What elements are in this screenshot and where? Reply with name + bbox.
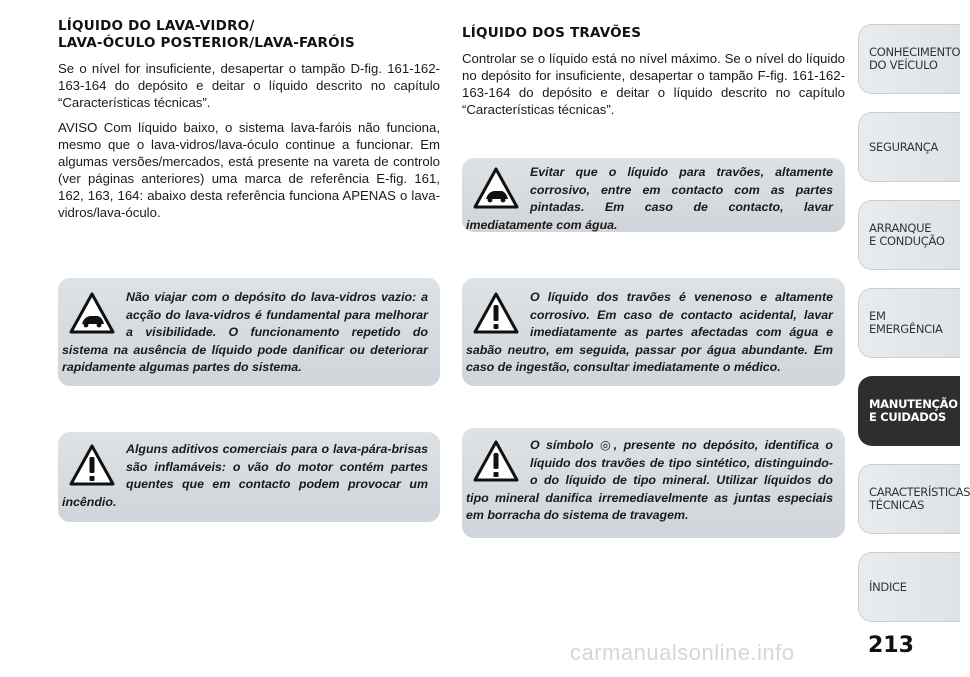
tab-label: EM EMERGÊNCIA	[869, 309, 943, 336]
tab-caracteristicas[interactable]	[858, 464, 970, 534]
watermark: carmanualsonline.info	[570, 640, 795, 665]
title-line-1: LÍQUIDO DO LAVA-VIDRO/	[58, 18, 255, 34]
warning-text-synthetic-fluid: O símbolo ◎, presente no depósito, identifica o líquido dos travões de tipo sintético, distinguindo-o do líquido de tipo mineral. Utilizar líquidos do tipo mineral danifica irremediavelmente as juntas especiais em borracha do sistema de travagem.	[466, 438, 833, 522]
tab-label: ÍNDICE	[869, 579, 907, 594]
warning-box-corrosive-paint	[462, 158, 845, 232]
tab-label: SEGURANÇA	[869, 139, 939, 154]
right-column	[462, 25, 845, 118]
warning-box-synthetic-fluid	[462, 428, 845, 538]
tab-conhecimento[interactable]	[858, 24, 960, 94]
brake-paragraph-1: Controlar se o líquido está no nível máximo. Se o nível do líquido no depósito for insuficiente, desapertar o tampão F-fig. 161-162-163-164 do depósito e deitar o líquido descrito no capítulo “Características técnicas”.	[462, 51, 845, 117]
tab-arranque[interactable]	[858, 200, 960, 270]
tab-emergencia[interactable]	[858, 288, 960, 358]
page-number: 213	[868, 633, 914, 658]
section-title-brake-fluid: LÍQUIDO DOS TRAVÕES	[462, 25, 642, 41]
tab-seguranca[interactable]	[858, 112, 960, 182]
warning-text-poison: O líquido dos travões é venenoso e altamente corrosivo. Em caso de contacto acidental, lavar imediatamente as partes afectadas com água e sabão neutro, em seguida, passar por água abundante. Em caso de ingestão, consultar imediatamente o médico.	[466, 290, 833, 374]
tab-label: ARRANQUE E CONDUÇÃO	[869, 221, 945, 248]
warning-box-flammable	[58, 432, 440, 522]
car-warning-icon	[68, 291, 116, 335]
warning-box-poison	[462, 278, 845, 386]
warning-text-flammable: Alguns aditivos comerciais para o lava-pára-brisas são inflamáveis: o vão do motor contém partes quentes que em contacto podem provocar um incêndio.	[62, 442, 428, 509]
tab-label: CONHECIMENTO DO VEÍCULO	[869, 45, 961, 72]
tab-label: MANUTENÇÃO E CUIDADOS	[869, 397, 958, 424]
section-title-washer-fluid	[58, 18, 440, 52]
title-line-2: LAVA-ÓCULO POSTERIOR/LAVA-FARÓIS	[58, 35, 355, 51]
warning-text-washer-empty: Não viajar com o depósito do lava-vidros vazio: a acção do lava-vidros é fundamental para melhorar a visibilidade. O funcionamento repetido do sistema na ausência de líquido pode danificar ou deteriorar rapidamente algumas partes do sistema.	[62, 290, 428, 374]
warning-box-washer-empty	[58, 278, 440, 386]
warning-triangle-icon	[68, 443, 116, 487]
warning-triangle-icon	[472, 439, 520, 483]
tab-label: CARACTERÍSTICAS TÉCNICAS	[869, 485, 970, 512]
washer-paragraph-1: Se o nível for insuficiente, desapertar o tampão D-fig. 161-162-163-164 do depósito e deitar o líquido descrito no capítulo “Características técnicas”.	[58, 61, 440, 110]
warning-triangle-icon	[472, 291, 520, 335]
warning-text-corrosive-paint: Evitar que o líquido para travões, altamente corrosivo, entre em contacto com as partes pintadas. Em caso de contacto, lavar imediatamente com água.	[466, 165, 833, 232]
tab-manutencao[interactable]	[858, 376, 960, 446]
car-warning-icon	[472, 166, 520, 210]
left-column	[58, 18, 440, 221]
tab-indice[interactable]	[858, 552, 960, 622]
washer-paragraph-2: AVISO Com líquido baixo, o sistema lava-faróis não funciona, mesmo que o lava-vidros/lava-óculo continue a funcionar. Em algumas versões/mercados, está presente na vareta de controlo (ver páginas anteriores) uma marca de referência E-fig. 161, 162, 163, 164: abaixo desta referência funciona APENAS o lava-vidros/lava-óculo.	[58, 120, 440, 220]
